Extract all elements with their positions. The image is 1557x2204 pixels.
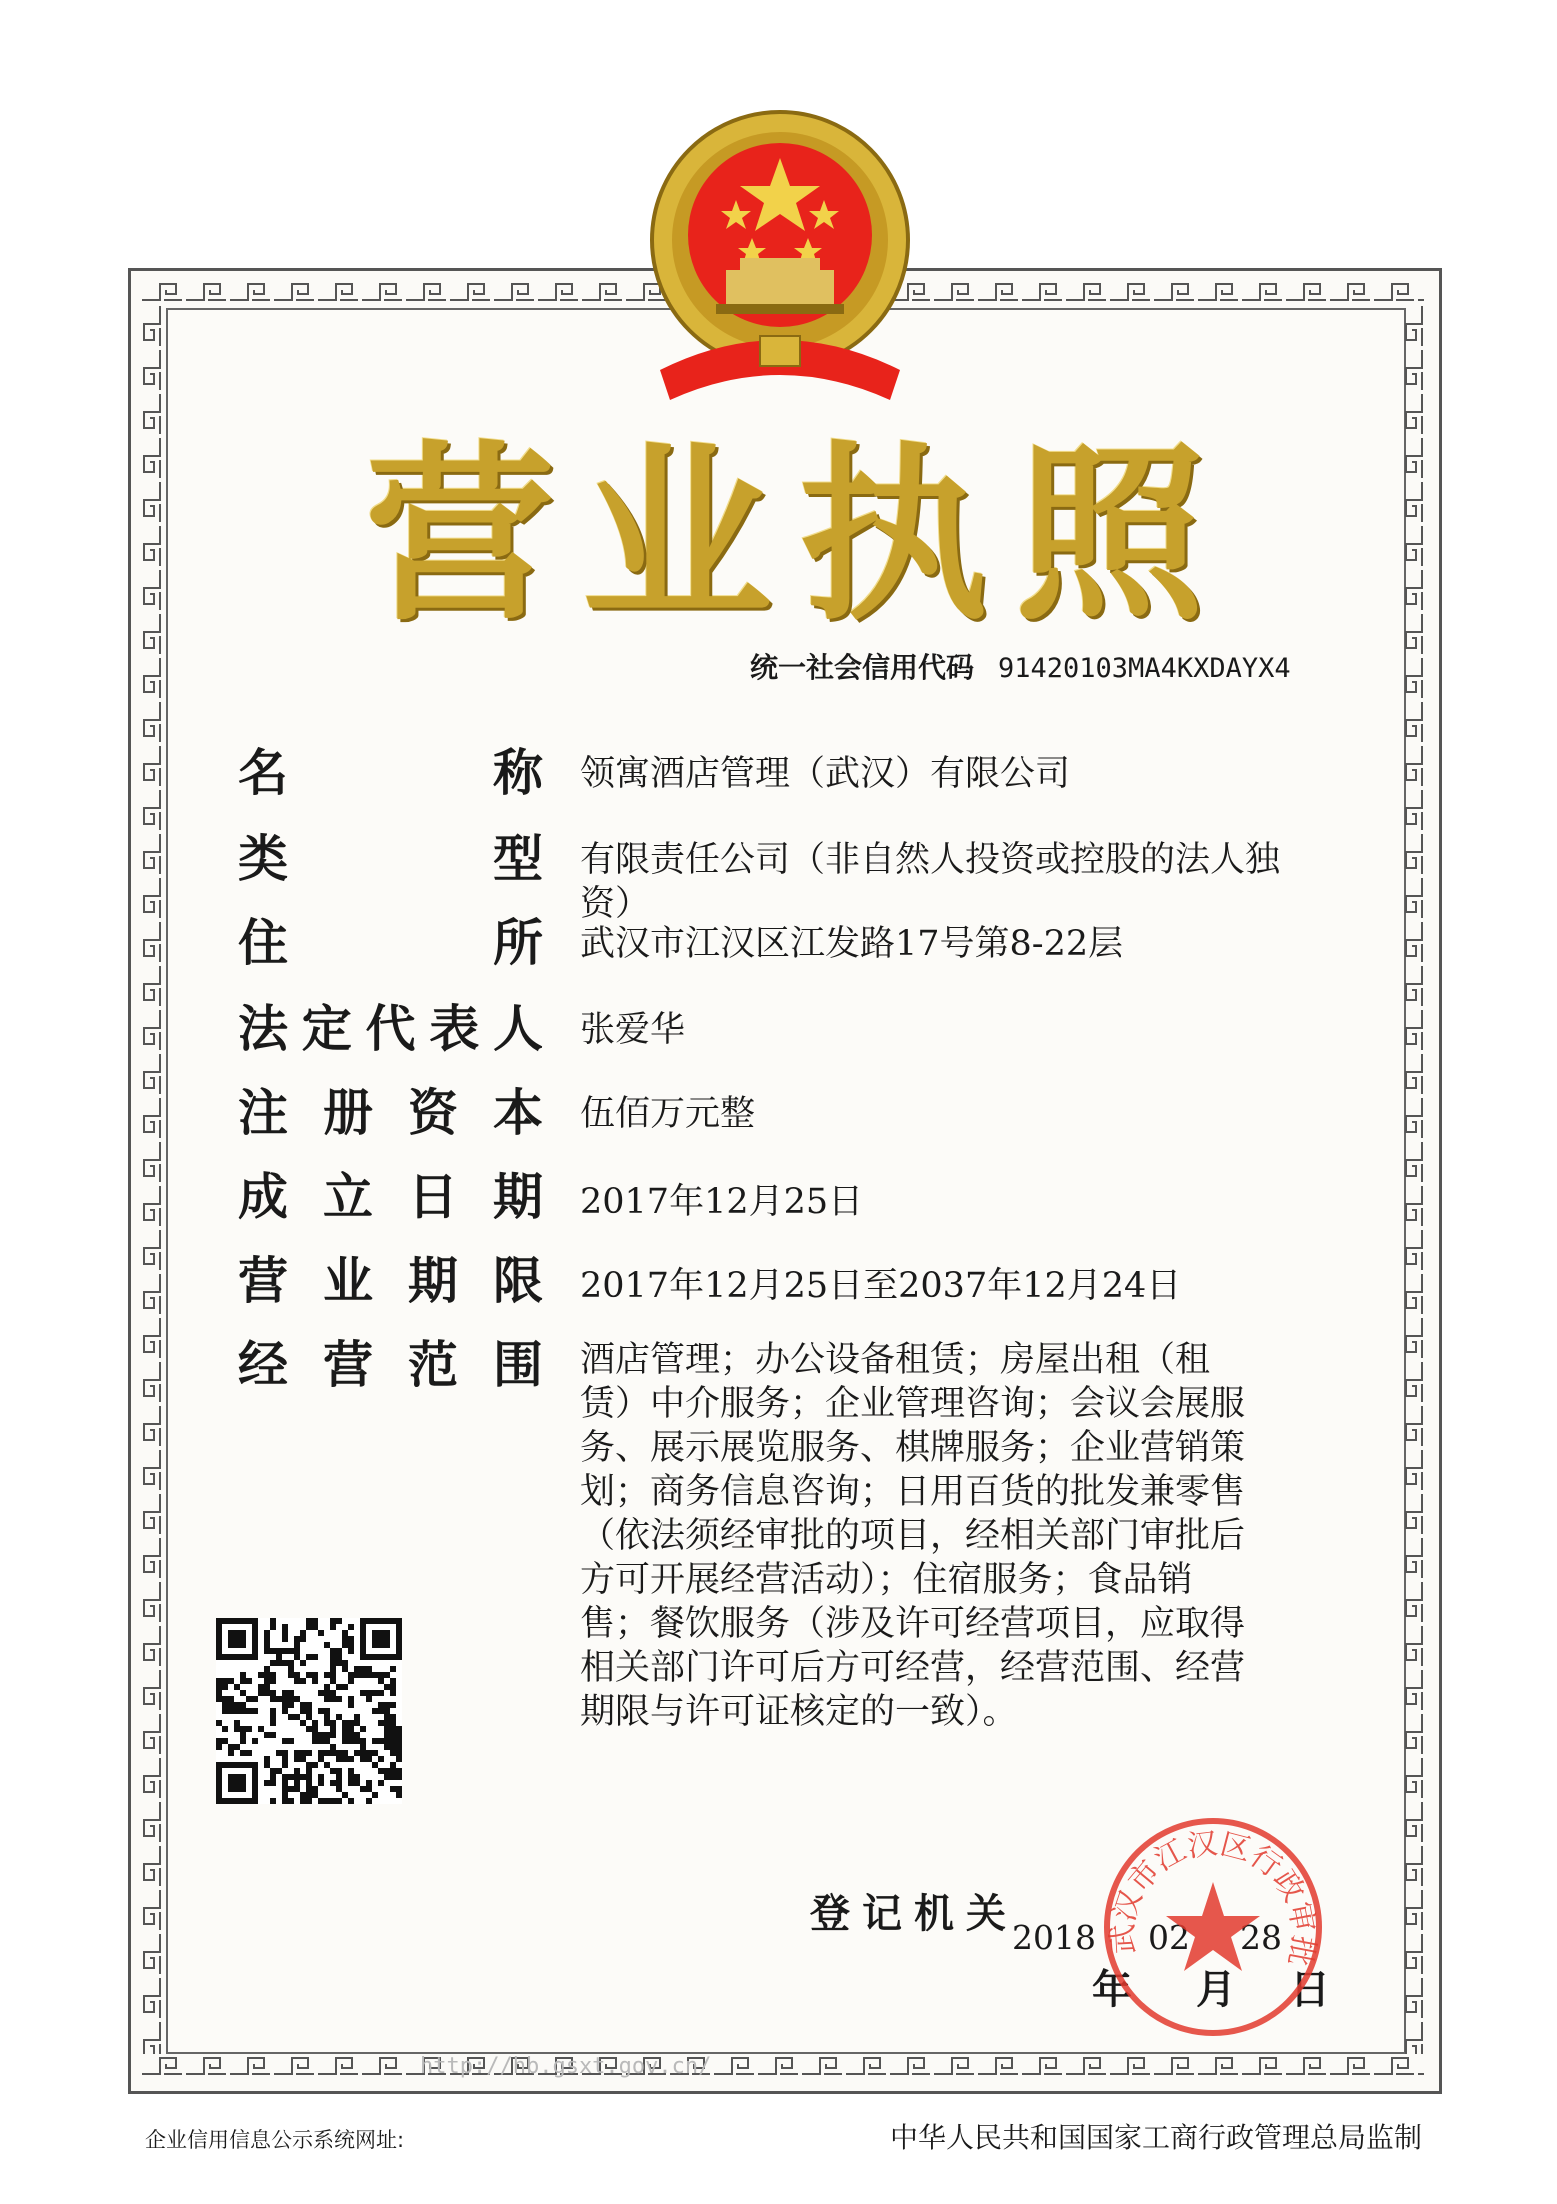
credit-code-label: 统一社会信用代码 bbox=[750, 651, 975, 684]
field-value: 有限责任公司（非自然人投资或控股的法人独资） bbox=[580, 840, 1281, 924]
meander-border-bottom bbox=[140, 2054, 1424, 2078]
registration-day: 28 bbox=[1240, 1918, 1282, 1957]
registration-month: 02 bbox=[1148, 1918, 1190, 1957]
day-unit: 日 bbox=[1290, 1967, 1330, 2013]
field-label: 住 所 bbox=[238, 914, 543, 972]
scope-line: 方可开展经营活动）；住宿服务；食品销 bbox=[580, 1560, 1193, 1600]
meander-border-right bbox=[1402, 304, 1426, 2054]
scope-line: 赁）中介服务；企业管理咨询；会议会展服 bbox=[580, 1384, 1246, 1424]
field-label: 类 型 bbox=[238, 830, 543, 888]
footer-right-text: 中华人民共和国国家工商行政管理总局监制 bbox=[889, 2121, 1422, 2154]
field-value: 领寓酒店管理（武汉）有限公司 bbox=[580, 754, 1071, 794]
field-value: 伍佰万元整 bbox=[580, 1094, 756, 1134]
qr-code-icon[interactable] bbox=[216, 1618, 402, 1804]
seal-text: 武汉市江汉区行政审批 bbox=[1105, 1826, 1321, 1969]
credit-code-value: 91420103MA4KXDAYX4 bbox=[998, 653, 1291, 684]
field-label: 营 业 期 限 bbox=[238, 1252, 543, 1310]
scope-line: 酒店管理；办公设备租赁；房屋出租（租 bbox=[580, 1340, 1211, 1380]
scope-line: 务、展示展览服务、棋牌服务；企业营销策 bbox=[580, 1428, 1246, 1468]
field-label: 注 册 资 本 bbox=[238, 1084, 543, 1142]
field-value: 2017年12月25日 bbox=[580, 1182, 864, 1222]
field-value: 2017年12月25日至2037年12月24日 bbox=[580, 1266, 1182, 1306]
business-scope bbox=[580, 1338, 1300, 1734]
title-char: 营 bbox=[365, 423, 556, 646]
credit-code bbox=[750, 646, 1291, 686]
national-emblem-icon bbox=[640, 110, 920, 410]
scope-line: （依法须经审批的项目，经相关部门审批后 bbox=[580, 1516, 1246, 1556]
scope-line: 相关部门许可后方可经营，经营范围、经营 bbox=[580, 1648, 1246, 1688]
title-char: 执 bbox=[798, 423, 989, 646]
field-label: 名 称 bbox=[238, 744, 543, 802]
meander-border-left bbox=[140, 304, 164, 2054]
scope-line: 售；餐饮服务（涉及许可经营项目，应取得 bbox=[580, 1604, 1246, 1644]
month-unit: 月 bbox=[1196, 1967, 1236, 2013]
field-label: 法 定 代 表 人 bbox=[238, 1000, 543, 1058]
title-char: 业 bbox=[581, 423, 772, 646]
registration-authority-label: 登记机关 bbox=[810, 1891, 1018, 1937]
field-label: 经 营 范 围 bbox=[238, 1336, 543, 1394]
field-value: 武汉市江汉区江发路17号第8-22层 bbox=[580, 924, 1124, 964]
registration-year: 2018 bbox=[1012, 1918, 1096, 1957]
title-char: 照 bbox=[1014, 423, 1205, 646]
field-value: 张爱华 bbox=[580, 1010, 686, 1050]
official-seal-icon bbox=[1098, 1812, 1328, 2042]
field-label: 成 立 日 期 bbox=[238, 1168, 543, 1226]
system-url: http://hb.gsxt.gov.cn/ bbox=[420, 2054, 712, 2079]
scope-line: 期限与许可证核定的一致）。 bbox=[580, 1692, 1018, 1732]
document-title bbox=[365, 423, 1205, 646]
scope-line: 划；商务信息咨询；日用百货的批发兼零售 bbox=[580, 1472, 1246, 1512]
footer-left-text: 企业信用信息公示系统网址: bbox=[145, 2128, 405, 2152]
year-unit: 年 bbox=[1092, 1967, 1132, 2013]
